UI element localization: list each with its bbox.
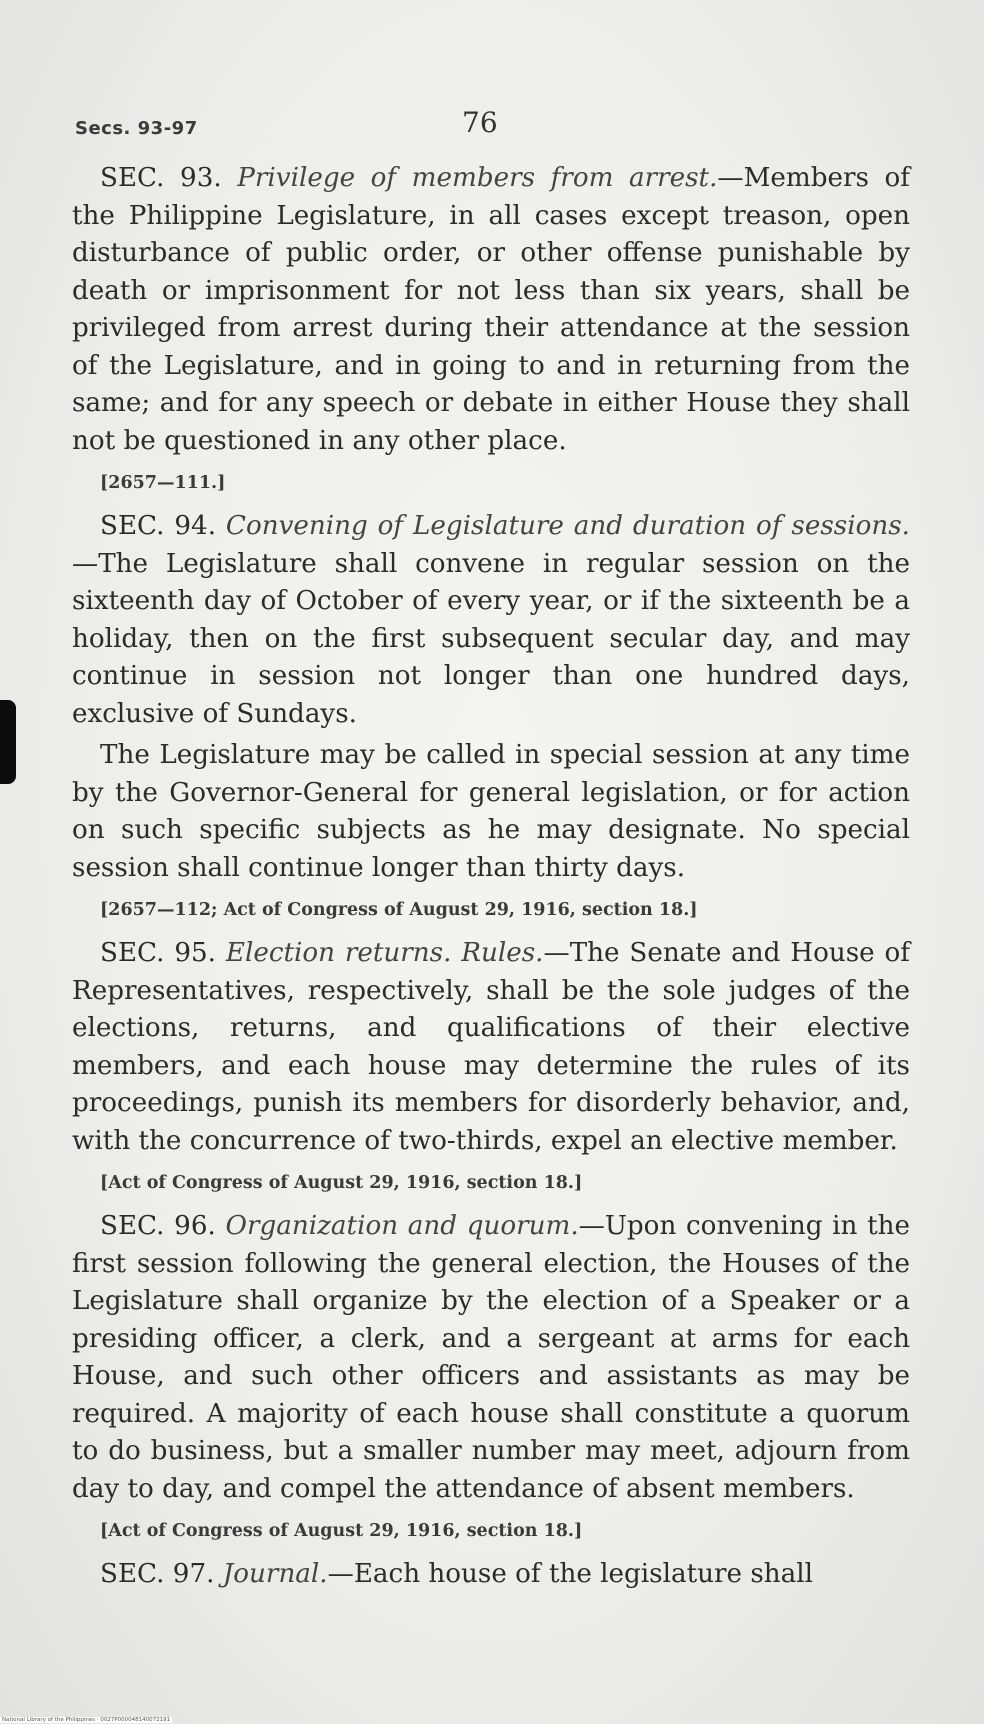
body-text xyxy=(72,160,910,1594)
library-watermark: National Library of the Philippines · 0027P000048140072191 xyxy=(2,1717,171,1723)
section-94-paragraph-2: The Legislature may be called in special session at any time by the Governor-General for general legislation, or for action on such specific subjects as he may designate. No special session shall continue longer than thirty days. xyxy=(72,740,910,883)
page-number: 76 xyxy=(462,106,498,139)
section-97: SEC. 97. Journal.—Each house of the legislature shall xyxy=(100,1559,813,1589)
section-96: SEC. 96. Organization and quorum.—Upon convening in the first session following the general election, the Houses of the Legislature shall organize by the election of a Speaker or a presiding officer, a clerk, and a sergeant at arms for each House, and such other officers and assistants as may be required. A majority of each house shall constitute a quorum to do business, but a smaller number may meet, adjourn from day to day, and compel the attendance of absent members. xyxy=(72,1211,910,1504)
section-heading: Journal. xyxy=(222,1559,328,1589)
section-citation: [2657—111.] xyxy=(100,473,226,493)
section-93: SEC. 93. Privilege of members from arrest.—Members of the Philippine Legislature, in all cases except treason, open disturbance of public order, or other offense punishable by death or imprisonment for not less than six years, shall be privileged from arrest during their attendance at the session of the Legislature, and in going to and in returning from the same; and for any speech or debate in either House they shall not be questioned in any other place. xyxy=(72,163,910,456)
section-text: Upon convening in the first session following the general election, the Houses of the Legislature shall organize by the election of a Speaker or a presiding officer, a clerk, and a sergeant at arms for each House, and such other officers and assistants as may be required. A majority of each house shall constitute a quorum to do business, but a smaller number may meet, adjourn from day to day, and compel the attendance of absent members. xyxy=(72,1211,910,1504)
running-head: Secs. 93-97 xyxy=(75,118,198,139)
section-text: The Legislature shall convene in regular session on the sixteenth day of October of every year, or if the sixteenth be a holiday, then on the first subsequent secular day, and may continue in session not longer than one hundred days, exclusive of Sundays. xyxy=(72,548,910,729)
section-citation: [Act of Congress of August 29, 1916, section 18.] xyxy=(100,1521,583,1541)
section-label: SEC. 93. xyxy=(100,163,222,193)
section-label: SEC. 97. xyxy=(100,1559,215,1589)
section-heading: Convening of Legislature and duration of sessions. xyxy=(225,511,910,541)
section-label: SEC. 94. xyxy=(100,511,217,541)
section-95: SEC. 95. Election returns. Rules.—The Senate and House of Representatives, respectively, shall be the sole judges of the elections, returns, and qualifications of their elective members, and each house may determine the rules of its proceedings, punish its members for disorderly behavior, and, with the concurrence of two-thirds, expel an elective member. xyxy=(72,938,910,1156)
binding-shadow xyxy=(0,700,16,784)
section-citation: [Act of Congress of August 29, 1916, section 18.] xyxy=(100,1173,583,1193)
section-text: Members of the Philippine Legislature, in all cases except treason, open disturbance of public order, or other offense punishable by death or imprisonment for not less than six years, shall be privileged from arrest during their attendance at the session of the Legislature, and in going to and in returning from the same; and for any speech or debate in either House they shall not be questioned in any other place. xyxy=(72,163,910,456)
section-citation: [2657—112; Act of Congress of August 29, 1916, section 18.] xyxy=(100,900,698,920)
section-heading: Organization and quorum. xyxy=(225,1211,579,1241)
section-text: Each house of the legislature shall xyxy=(353,1559,813,1589)
section-heading: Election returns. Rules. xyxy=(225,938,544,968)
section-label: SEC. 96. xyxy=(100,1211,216,1241)
section-label: SEC. 95. xyxy=(100,938,216,968)
section-heading: Privilege of members from arrest. xyxy=(237,163,718,193)
section-text: The Senate and House of Representatives, respectively, shall be the sole judges of the elections, returns, and qualifications of their elective members, and each house may determine the rules of its proceedings, punish its members for disorderly behavior, and, with the concurrence of two-thirds, expel an elective member. xyxy=(72,938,910,1156)
section-94: SEC. 94. Convening of Legislature and duration of sessions.—The Legislature shall convene in regular session on the sixteenth day of October of every year, or if the sixteenth be a holiday, then on the first subsequent secular day, and may continue in session not longer than one hundred days, exclusive of Sundays. xyxy=(72,511,910,729)
